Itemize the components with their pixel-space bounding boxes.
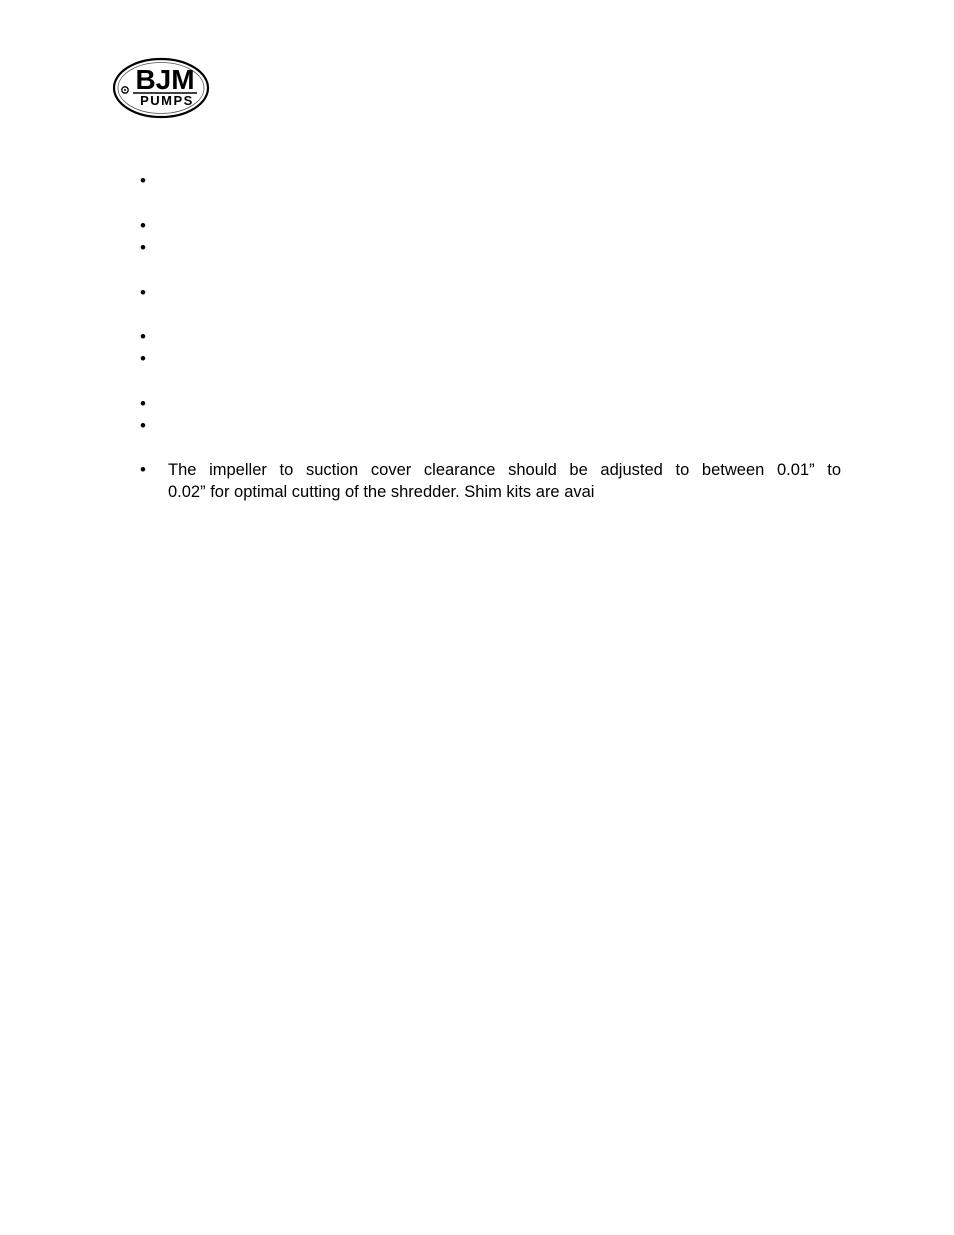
bullet-marker: • bbox=[140, 327, 146, 346]
list-item-text-line-2: 0.02” for optimal cutting of the shredder. Shim kits are avai bbox=[168, 483, 595, 501]
bullet-marker: • bbox=[140, 416, 146, 435]
bullet-marker: • bbox=[140, 216, 146, 235]
bullet-marker: • bbox=[140, 171, 146, 190]
bullet-marker: • bbox=[140, 283, 146, 302]
logo-text-pumps: PUMPS bbox=[140, 93, 194, 108]
bullet-marker: • bbox=[140, 349, 146, 368]
bullet-marker: • bbox=[140, 238, 146, 257]
list-item-text bbox=[168, 459, 841, 503]
bullet-marker: • bbox=[140, 460, 146, 479]
logo-text-bjm: BJM bbox=[135, 64, 195, 95]
list-item-text-line-1: The impeller to suction cover clearance should be adjusted to between 0.01” to bbox=[168, 461, 841, 479]
bullet-marker: • bbox=[140, 394, 146, 413]
